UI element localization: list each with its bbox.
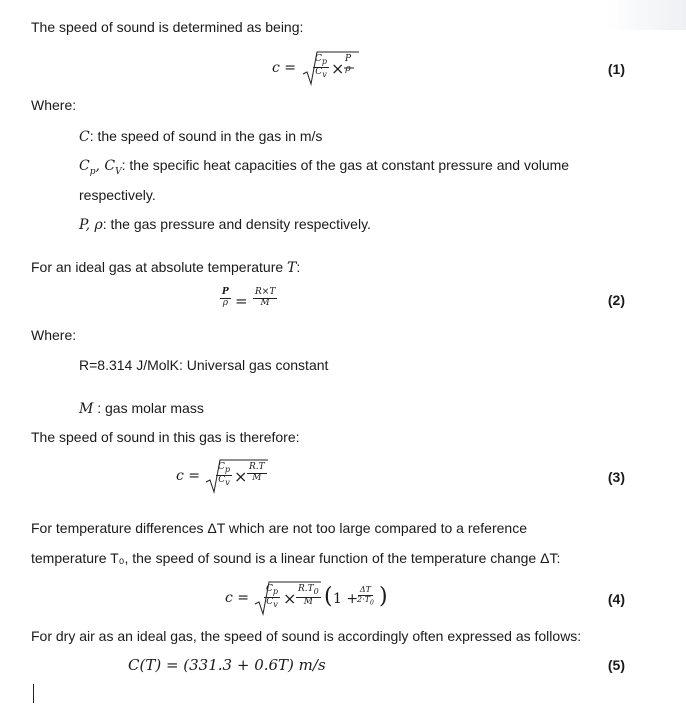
definition-r: R=8.314 J/MolK: Universal gas constant bbox=[79, 357, 329, 373]
p-over-rho: P ρ bbox=[345, 54, 352, 74]
r-t0-over-m-4: $\frac{R.T_0}{M}$ bbox=[298, 584, 319, 607]
r-t-over-m: $\frac{R\times T}{M}$ bbox=[255, 287, 276, 308]
where-label-2: Where: bbox=[31, 327, 77, 343]
equation-number-1: (1) bbox=[607, 61, 625, 77]
ideal-gas-text: For an ideal gas at absolute temperature T: bbox=[31, 259, 301, 276]
cp-over-cv: $\frac{C_p}{C_v}$ bbox=[315, 54, 328, 79]
equation-5: C(T) = (331.3 + 0.6T) m/s bbox=[128, 656, 326, 674]
definition-cp-cv-cont: respectively. bbox=[79, 187, 156, 203]
text-cursor bbox=[33, 684, 34, 703]
therefore-text: The speed of sound in this gas is therefore: bbox=[31, 429, 300, 445]
dt-over-2t0: $\frac{\Delta T}{2\cdot T_0}$ bbox=[357, 585, 374, 607]
equation-number-4: (4) bbox=[607, 591, 625, 607]
dry-air-text: For dry air as an ideal gas, the speed of sound is accordingly often expressed as follows: bbox=[31, 628, 582, 644]
temp-diff-text-1: For temperature differences ΔT which are not too large compared to a reference bbox=[31, 520, 527, 536]
temp-diff-text-2: temperature T₀, the speed of sound is a linear function of the temperature change ΔT: bbox=[31, 550, 561, 566]
equation-number-5: (5) bbox=[607, 657, 625, 673]
definition-c: C: the speed of sound in the gas in m/s bbox=[79, 128, 323, 145]
where-label-1: Where: bbox=[31, 97, 77, 113]
definition-p-rho: P, ρ: the gas pressure and density respectively. bbox=[79, 216, 371, 233]
page-corner-shade bbox=[606, 0, 686, 30]
intro-text: The speed of sound is determined as being: bbox=[31, 19, 304, 35]
definition-m: M : gas molar mass bbox=[79, 400, 204, 417]
definition-cp-cv: $C_p$, $C_V$: the specific heat capacities of the gas at constant pressure and volume bbox=[79, 157, 570, 177]
p-over-rho-2: $\frac{P}{\rho}$ bbox=[222, 287, 229, 308]
equation-number-3: (3) bbox=[607, 469, 625, 485]
equation-number-2: (2) bbox=[607, 292, 625, 308]
cp-over-cv-3: $\frac{C_p}{C_v}$ bbox=[218, 462, 231, 487]
cp-over-cv-4: $\frac{C_p}{C_v}$ bbox=[266, 584, 279, 609]
r-t-over-m-3: $\frac{R.T}{M}$ bbox=[249, 462, 265, 483]
